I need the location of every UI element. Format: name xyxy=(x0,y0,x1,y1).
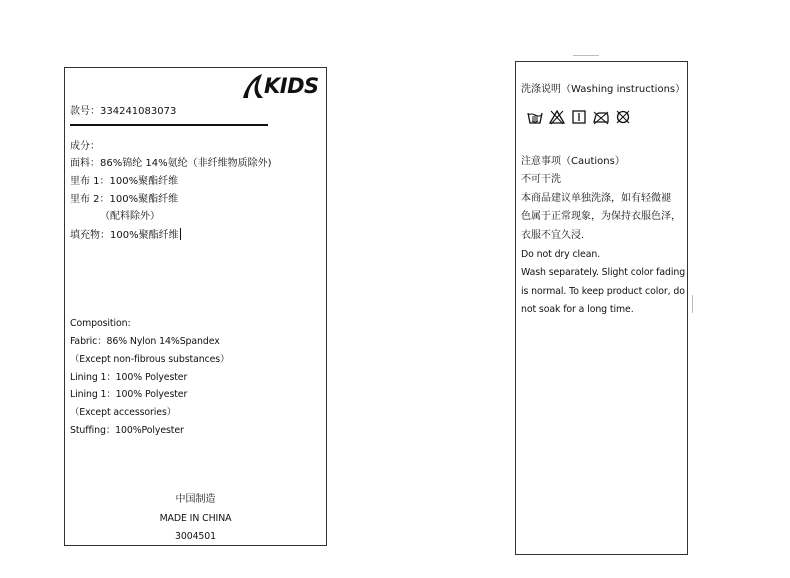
origin-en: MADE IN CHINA xyxy=(159,513,232,524)
filling-cn-row xyxy=(70,228,181,243)
caution-line: Do not dry clean. xyxy=(521,249,601,260)
caution-line: 衣服不宜久浸. xyxy=(521,230,585,241)
care-symbols xyxy=(526,109,632,125)
composition-heading-en: Composition: xyxy=(70,318,131,329)
divider xyxy=(70,124,268,126)
except-fibrous-en: （Except non-fibrous substances） xyxy=(70,354,230,365)
crop-mark xyxy=(692,295,693,313)
except-accessories-en: （Except accessories） xyxy=(70,407,177,418)
brand-logo xyxy=(240,71,319,101)
style-number: 款号：334241083073 xyxy=(70,106,177,117)
caution-line: is normal. To keep product color, do xyxy=(521,286,685,297)
origin-cn: 中国制造 xyxy=(175,494,216,505)
care-label xyxy=(515,61,688,555)
except-accessories-cn: （配料除外） xyxy=(100,211,160,222)
lining1-en: Lining 1：100% Polyester xyxy=(70,372,188,383)
caution-line: 本商品建议单独洗涤，如有轻微褪 xyxy=(521,193,671,204)
stuffing-en: Stuffing：100%Polyester xyxy=(70,425,184,436)
caution-line: not soak for a long time. xyxy=(521,304,634,315)
fabric-cn: 面料：86%锦纶 14%氨纶（非纤维物质除外) xyxy=(70,158,272,169)
crop-mark xyxy=(573,55,599,56)
text-cursor xyxy=(180,228,181,240)
caution-line: 不可干洗 xyxy=(521,174,561,185)
do-not-bleach-icon xyxy=(548,109,566,125)
composition-heading-cn: 成分： xyxy=(70,141,100,152)
lining2-en: Lining 1：100% Polyester xyxy=(70,389,188,400)
do-not-dry-clean-icon xyxy=(614,109,632,125)
cautions-heading: 注意事项（Cautions） xyxy=(521,156,625,167)
brand-wordmark: KIDS xyxy=(264,74,319,98)
fabric-en: Fabric：86% Nylon 14%Spandex xyxy=(70,336,220,347)
caution-line: 色属于正常现象，为保持衣服色泽， xyxy=(521,211,681,222)
hand-wash-icon xyxy=(526,109,544,125)
line-dry-icon xyxy=(570,109,588,125)
do-not-iron-icon xyxy=(592,109,610,125)
filling-cn: 填充物：100%聚酯纤维 xyxy=(70,230,179,241)
caution-line: Wash separately. Slight color fading xyxy=(521,267,686,278)
composition-label xyxy=(64,67,327,546)
washing-heading: 洗涤说明（Washing instructions） xyxy=(521,84,686,95)
product-code: 3004501 xyxy=(174,531,217,542)
lining2-cn: 里布 2：100%聚酯纤维 xyxy=(70,194,179,205)
lining1-cn: 里布 1：100%聚酯纤维 xyxy=(70,176,179,187)
